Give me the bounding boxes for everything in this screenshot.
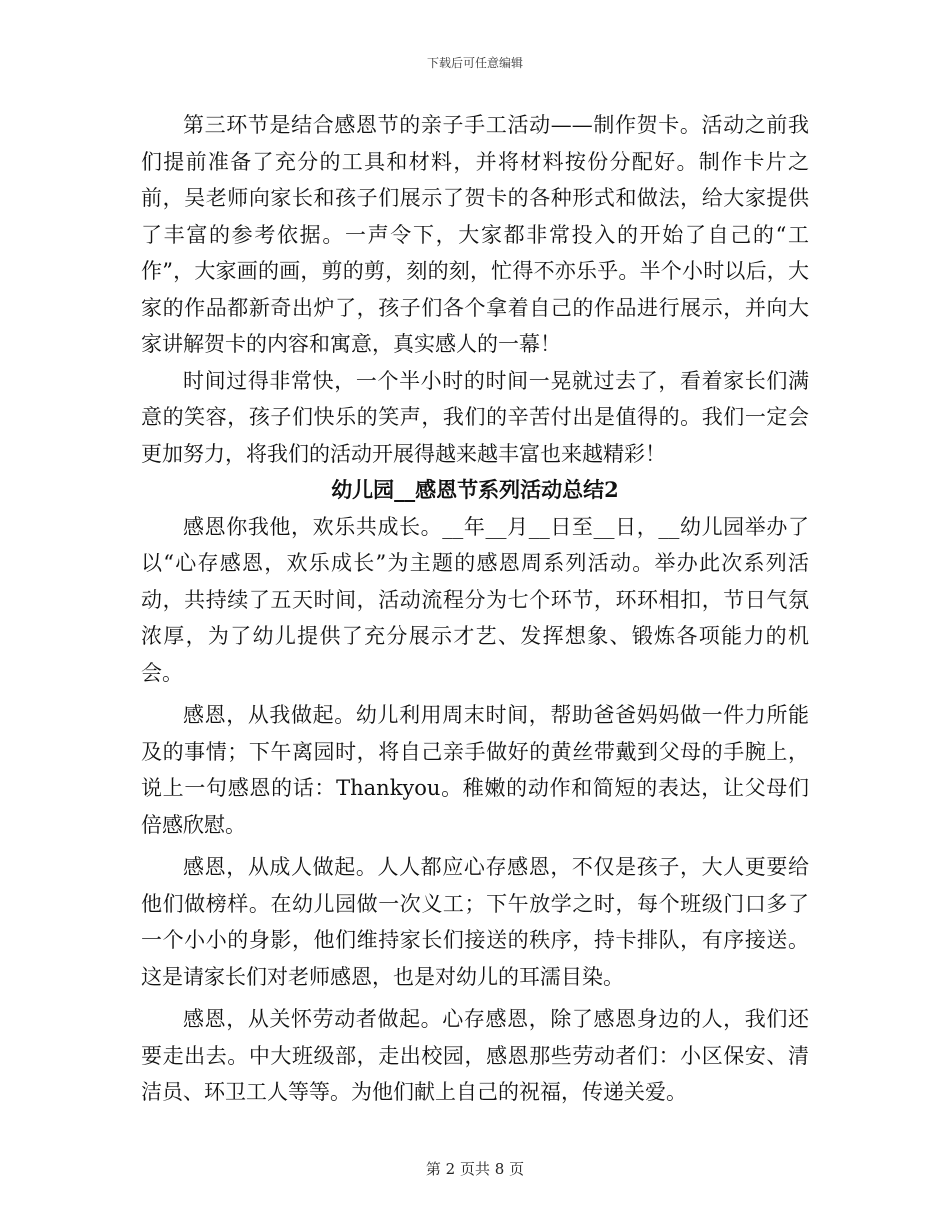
page-header: 下载后可任意编辑: [426, 56, 523, 70]
section-title: 幼儿园__感恩节系列活动总结2: [331, 477, 619, 502]
paragraph-gratitude-self: 感恩，从我做起。幼儿利用周末时间，帮助爸爸妈妈做一件力所能及的事情；下午离园时，将自己亲手做好的黄丝带戴到父母的手腕上，说上一句感恩的话：Thankyou。稚嫩的动作和简短的表达，让父母们倍感欣慰。: [141, 703, 809, 837]
paragraph-gratitude-adults: 感恩，从成人做起。人人都应心存感恩，不仅是孩子，大人更要给他们做榜样。在幼儿园做一次义工；下午放学之时，每个班级门口多了一个小小的身影，他们维持家长们接送的秩序，持卡排队，有序接送。这是请家长们对老师感恩，也是对幼儿的耳濡目染。: [141, 855, 809, 989]
paragraph-time-passed: 时间过得非常快，一个半小时的时间一晃就过去了，看着家长们满意的笑容，孩子们快乐的笑声，我们的辛苦付出是值得的。我们一定会更加努力，将我们的活动开展得越来越丰富也来越精彩！: [141, 368, 809, 466]
page-number: 第 2 页共 8 页: [425, 1160, 525, 1178]
paragraph-intro: 感恩你我他，欢乐共成长。__年__月__日至__日，__幼儿园举办了以“心存感恩，欢乐成长”为主题的感恩周系列活动。举办此次系列活动，共持续了五天时间，活动流程分为七个环节，环环相扣，节日气氛浓厚，为了幼儿提供了充分展示才艺、发挥想象、锻炼各项能力的机会。: [141, 514, 809, 685]
paragraph-handcraft-activity: 第三环节是结合感恩节的亲子手工活动——制作贺卡。活动之前我们提前准备了充分的工具和材料，并将材料按份分配好。制作卡片之前，吴老师向家长和孩子们展示了贺卡的各种形式和做法，给大家提供了丰富的参考依据。一声令下，大家都非常投入的开始了自己的“工作”，大家画的画，剪的剪，刻的刻，忙得不亦乐乎。半个小时以后，大家的作品都新奇出炉了，孩子们各个拿着自己的作品进行展示，并向大家讲解贺卡的内容和寓意，真实感人的一幕！: [141, 113, 809, 356]
paragraph-gratitude-workers: 感恩，从关怀劳动者做起。心存感恩，除了感恩身边的人，我们还要走出去。中大班级部，走出校园，感恩那些劳动者们：小区保安、清洁员、环卫工人等等。为他们献上自己的祝福，传递关爱。: [141, 1007, 809, 1104]
document-body: [141, 107, 809, 1111]
